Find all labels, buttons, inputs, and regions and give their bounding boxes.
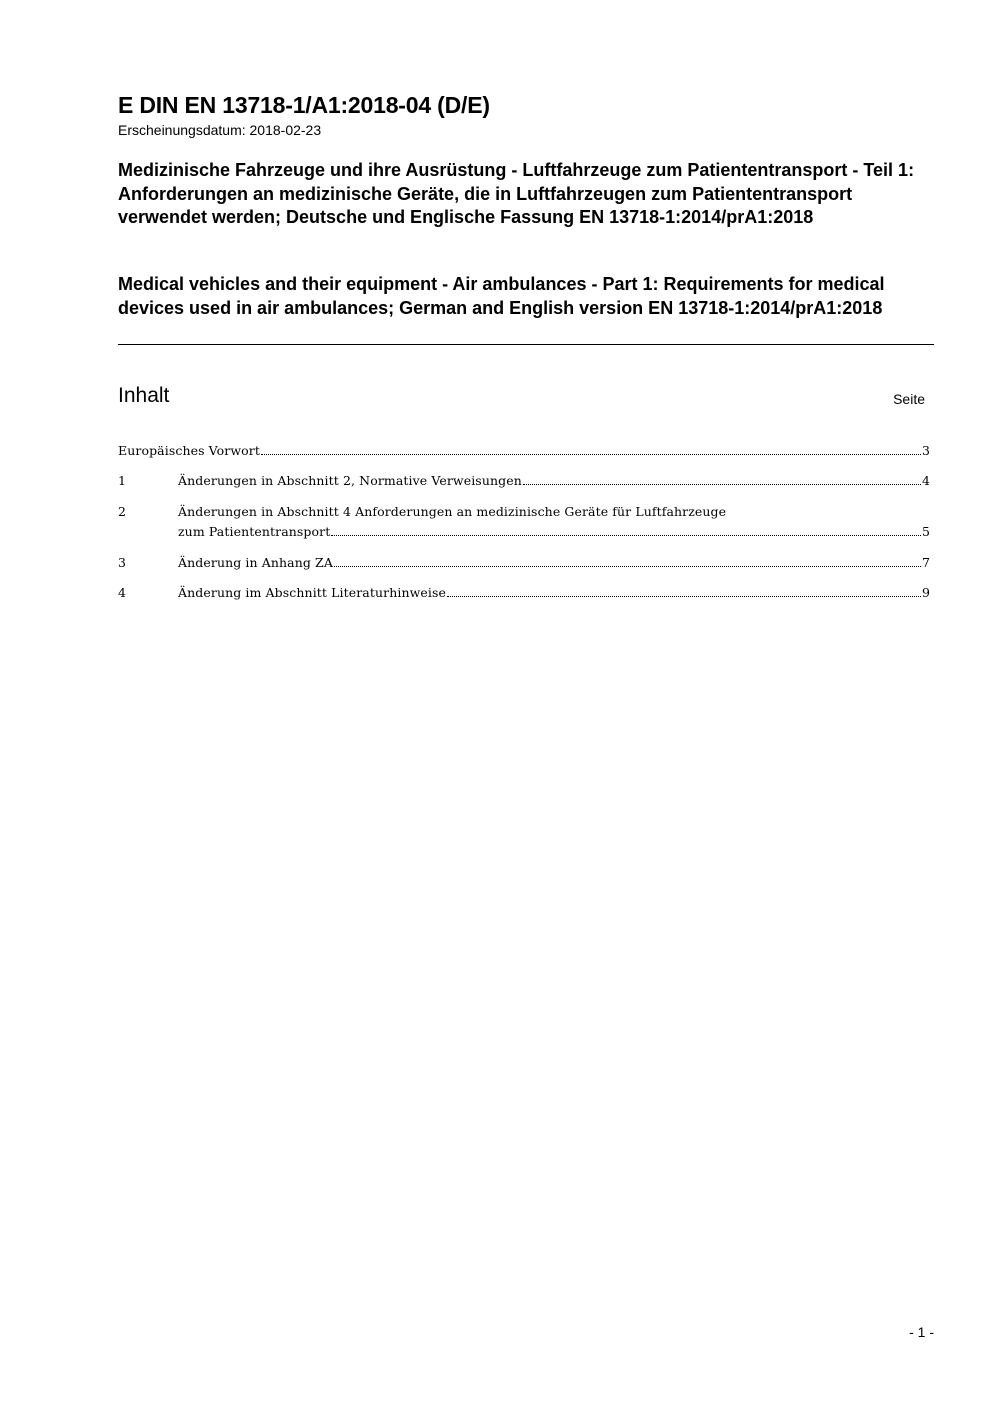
toc-entry-number: 3 [118,555,127,570]
toc-entry-page: 5 [921,524,930,539]
title-german: Medizinische Fahrzeuge und ihre Ausrüstung - Luftfahrzeuge zum Patiententransport - Teil 1: Anforderungen an medizinische Geräte, die in Luftfahrzeugen zum Patiententransport verwendet werden; Deutsche und Englische Fassung EN 13718-1:2014/prA1:2018 [118,160,915,227]
toc-entry-title-continued: zum Patiententransport [178,524,331,539]
toc-entry-title: Änderungen in Abschnitt 2, Normative Verweisungen [178,473,522,488]
toc-entry-title: Änderung im Abschnitt Literaturhinweise [178,585,447,600]
toc-entry-number: 1 [118,473,127,488]
toc-entry-page: 9 [921,585,930,600]
toc-dot-leader [447,596,921,597]
title-english: Medical vehicles and their equipment - Air ambulances - Part 1: Requirements for medical devices used in air ambulances; German and English version EN 13718-1:2014/prA1:2018 [118,274,885,318]
toc-page-label: Seite [893,391,925,407]
toc-dot-leader [261,454,921,455]
toc-entry-number: 4 [118,585,127,600]
document-id: E DIN EN 13718-1/A1:2018-04 (D/E) [118,92,490,118]
toc-entry-page: 3 [921,443,930,458]
toc-entry[interactable] [118,441,930,461]
toc-entry-number: 2 [118,504,127,519]
toc-entry-page: 7 [921,555,930,570]
toc-entry[interactable] [118,471,930,491]
toc-entry-title: Änderungen in Abschnitt 4 Anforderungen an medizinische Geräte für Luftfahrzeuge [178,504,727,519]
toc-dot-leader [523,484,921,485]
toc-entry[interactable] [118,502,930,542]
toc-entry-title: Europäisches Vorwort [118,443,260,458]
toc-entry[interactable] [118,583,930,603]
toc-dot-leader [334,566,921,567]
publication-date: Erscheinungsdatum: 2018-02-23 [118,122,322,138]
title-divider [118,344,934,345]
toc-dot-leader [331,535,921,536]
toc-entry-page: 4 [921,473,930,488]
page-number: - 1 - [909,1324,934,1340]
toc-heading: Inhalt [118,384,170,407]
toc-entry-title: Änderung in Anhang ZA [178,555,333,570]
toc-entry[interactable] [118,553,930,573]
